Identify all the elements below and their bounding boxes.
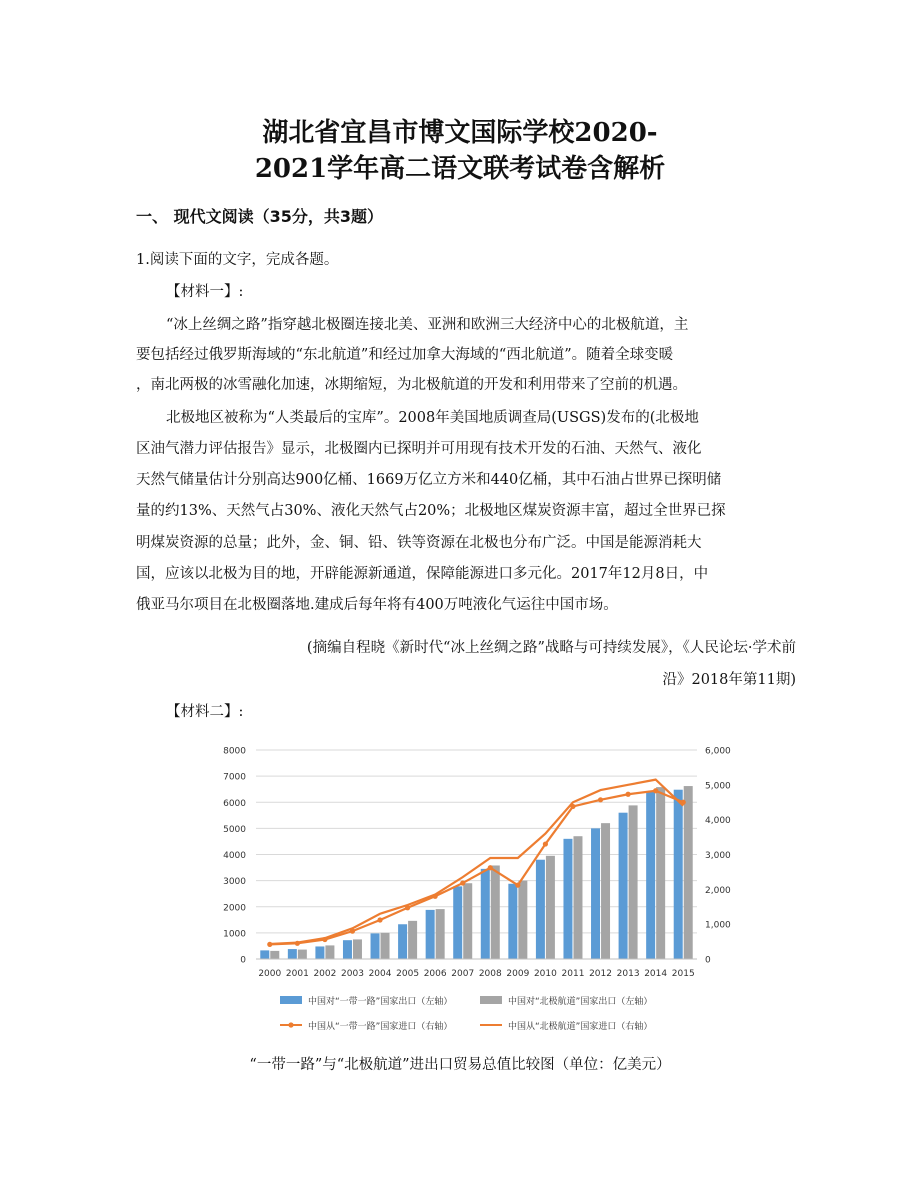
bar [353, 939, 362, 959]
source-citation-line2: 沿》2018年第11期) [662, 672, 796, 688]
bar [656, 787, 665, 959]
bar [536, 860, 545, 959]
left-axis-tick-label: 0 [240, 955, 246, 966]
paragraph-2-line: 量的约13%、天然气占30%、液化天然气占20%；北极地区煤炭资源丰富，超过全世界已探 [136, 503, 726, 519]
line-point [625, 792, 630, 797]
bar [398, 924, 407, 959]
legend-label: 中国从“北极航道”国家进口（右轴） [508, 1022, 653, 1032]
legend-marker [288, 1022, 293, 1027]
bar [381, 933, 390, 959]
x-axis-tick-label: 2013 [616, 969, 640, 979]
left-axis-tick-label: 1000 [223, 929, 246, 940]
legend-label: 中国从“一带一路”国家进口（右轴） [308, 1022, 453, 1032]
bar [518, 881, 527, 959]
paragraph-2-line: 俄亚马尔项目在北极圈落地.建成后每年将有400万吨液化气运往中国市场。 [136, 597, 618, 613]
x-axis-tick-label: 2014 [644, 969, 668, 979]
left-axis-tick-label: 3000 [223, 877, 246, 888]
left-axis-tick-label: 8000 [223, 746, 246, 757]
x-axis-tick-label: 2008 [478, 969, 502, 979]
bar [601, 823, 610, 959]
material-one-label: 【材料一】: [166, 284, 244, 300]
bar [591, 828, 600, 959]
bar [508, 884, 517, 959]
x-axis-tick-label: 2002 [313, 969, 337, 979]
question-intro: 1.阅读下面的文字，完成各题。 [136, 252, 339, 268]
x-axis-tick-label: 2007 [451, 969, 475, 979]
legend-label: 中国对“北极航道”国家出口（左轴） [508, 997, 653, 1007]
paragraph-2-line: 区油气潜力评估报告》显示，北极圈内已探明并可用现有技术开发的石油、天然气、液化 [136, 441, 702, 457]
left-axis-tick-label: 2000 [223, 903, 246, 914]
bar [343, 940, 352, 959]
section-heading: 一、 现代文阅读（35分，共3题） [136, 207, 383, 226]
right-axis-tick-label: 2,000 [705, 885, 731, 896]
legend-label: 中国对“一带一路”国家出口（左轴） [308, 997, 453, 1007]
bar [325, 945, 334, 959]
x-axis-tick-label: 2004 [368, 969, 392, 979]
x-axis-tick-label: 2000 [258, 969, 282, 979]
doc-title-line1: 湖北省宜昌市博文国际学校2020- [262, 118, 658, 148]
right-axis-tick-label: 6,000 [705, 746, 731, 757]
bar [546, 856, 555, 959]
x-axis-tick-label: 2012 [589, 969, 612, 979]
left-axis-tick-label: 4000 [223, 851, 246, 861]
line-point [653, 788, 658, 793]
paragraph-2-line: 明煤炭资源的总量；此外，金、铜、铅、铁等资源在北极也分布广泛。中国是能源消耗大 [136, 535, 702, 551]
bar [270, 951, 279, 959]
right-axis-tick-label: 0 [705, 955, 711, 966]
trade-comparison-chart [0, 728, 920, 1058]
bar [563, 839, 572, 959]
x-axis-tick-label: 2001 [285, 969, 309, 979]
bar [629, 805, 638, 959]
bar [453, 886, 462, 959]
bar [260, 950, 269, 959]
line-point [488, 865, 493, 870]
x-axis-tick-label: 2009 [506, 969, 530, 979]
bar [481, 869, 490, 959]
x-axis-tick-label: 2005 [396, 969, 420, 979]
legend-swatch [480, 996, 502, 1004]
line-point [377, 917, 382, 922]
x-axis-tick-label: 2015 [671, 969, 695, 979]
right-axis-tick-label: 3,000 [705, 851, 731, 861]
x-axis-tick-label: 2011 [561, 969, 585, 979]
line-point [515, 883, 520, 888]
x-axis-tick-label: 2006 [423, 969, 447, 979]
left-axis-tick-label: 6000 [223, 798, 246, 809]
left-axis-tick-label: 7000 [223, 772, 246, 783]
paragraph-1-line: “冰上丝绸之路”指穿越北极圈连接北美、亚洲和欧洲三大经济中心的北极航道，主 [166, 317, 689, 333]
source-citation-line1: (摘编自程晓《新时代“冰上丝绸之路”战略与可持续发展》，《人民论坛·学术前 [306, 640, 796, 656]
right-axis-tick-label: 1,000 [705, 920, 731, 931]
bar [619, 813, 628, 959]
paragraph-2-line: 国，应该以北极为目的地，开辟能源新通道，保障能源进口多元化。2017年12月8日，中 [136, 566, 709, 582]
bar [298, 950, 307, 959]
right-axis-tick-label: 5,000 [705, 781, 731, 792]
bar [436, 909, 445, 959]
right-axis-tick-label: 4,000 [705, 816, 731, 827]
bar [463, 883, 472, 959]
x-axis-tick-label: 2003 [341, 969, 364, 979]
material-two-label: 【材料二】: [166, 704, 244, 720]
line-point [598, 797, 603, 802]
paragraph-1-line: 要包括经过俄罗斯海域的“东北航道”和经过加拿大海域的“西北航道”。随着全球变暖 [136, 347, 674, 363]
bar [408, 921, 417, 959]
paragraph-1-line: ，南北两极的冰雪融化加速，冰期缩短，为北极航道的开发和利用带来了空前的机遇。 [136, 377, 687, 393]
legend-swatch [280, 996, 302, 1004]
doc-title-line2: 2021学年高二语文联考试卷含解析 [254, 154, 666, 184]
bar [646, 792, 655, 959]
left-axis-tick-label: 5000 [223, 824, 246, 835]
paragraph-2-line: 天然气储量估计分别高达900亿桶、1669万亿立方米和440亿桶，其中石油占世界已探明储 [136, 472, 722, 488]
line-point [460, 880, 465, 885]
bar [288, 949, 297, 959]
line-point [543, 841, 548, 846]
bar [491, 865, 500, 959]
bar [371, 933, 380, 959]
bar [684, 786, 693, 959]
bar [426, 910, 435, 959]
bar [573, 836, 582, 959]
bar [674, 790, 683, 959]
x-axis-tick-label: 2010 [533, 969, 557, 979]
paragraph-2-line: 北极地区被称为“人类最后的宝库”。2008年美国地质调查局(USGS)发布的(北极地 [166, 410, 699, 426]
chart-caption: “一带一路”与“北极航道”进出口贸易总值比较图（单位：亿美元） [249, 1057, 671, 1073]
bar [315, 946, 324, 959]
